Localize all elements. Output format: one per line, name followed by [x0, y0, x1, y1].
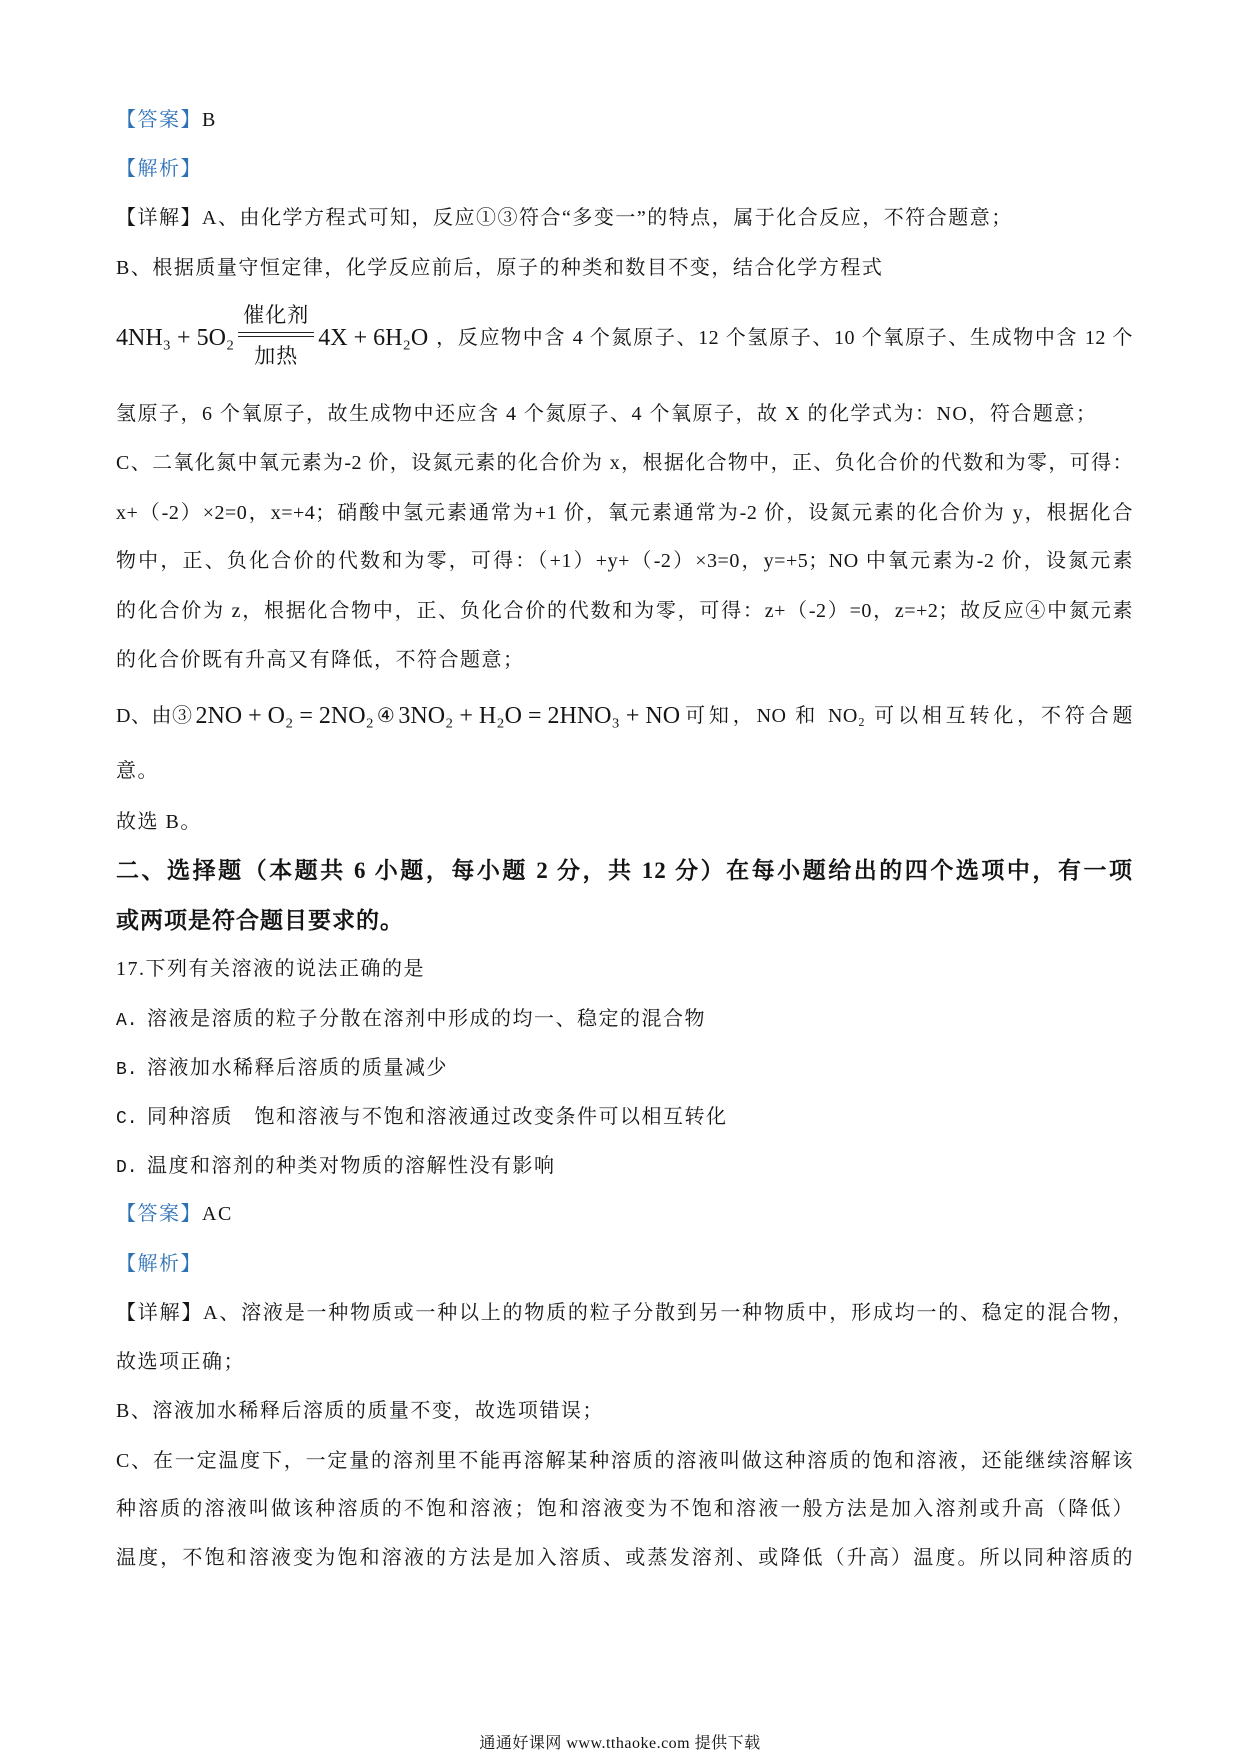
section-heading [116, 906, 1133, 936]
equation-products: 4X + 6H₂O [318, 325, 429, 351]
q17-detail-line [116, 1494, 1133, 1524]
option-text: 温度和溶剂的种类对物质的溶解性没有影响 [147, 1155, 556, 1177]
condition-above: 催化剂 [243, 303, 310, 327]
condition-below: 加热 [254, 344, 299, 368]
section-heading [116, 856, 1133, 886]
equation-4: 3NO₂ + H₂O = 2HNO₃ + NO [398, 703, 681, 729]
page-footer [0, 1735, 1240, 1753]
reaction-marker: ④ [376, 705, 396, 727]
q16-analysis-line [116, 154, 1133, 184]
q17-analysis-line [116, 1249, 1133, 1279]
answer-label: 【答案】 [116, 109, 202, 131]
q16-detail-option-c-line [116, 596, 1133, 626]
q17-answer-line [116, 1199, 1133, 1229]
q17-option [116, 1053, 1133, 1083]
q17-detail-line [116, 1396, 1133, 1426]
detail-text: 的化合价既有升高又有降低，不符合题意； [116, 649, 525, 671]
detail-text: 的化合价为 z，根据化合物中，正、负化合价的代数和为零，可得：z+（-2）=0，z=+2；故反应④中氮元素 [116, 600, 1133, 622]
option-label: D. [116, 1158, 138, 1178]
q17-detail-line [116, 1298, 1133, 1328]
detail-text: D、由③ [116, 705, 193, 727]
q16-detail-option-b-line-3 [116, 399, 1133, 429]
detail-text: 物中，正、负化合价的代数和为零，可得：（+1）+y+（-2）×3=0，y=+5；NO 中氧元素为-2 价，设氮元素 [116, 550, 1133, 572]
q17-option [116, 1102, 1133, 1132]
question-stem: 17.下列有关溶液的说法正确的是 [116, 958, 425, 980]
q16-detail-option-a [116, 203, 1133, 233]
equation-3: 2NO + O₂ = 2NO₂ [195, 703, 374, 729]
reaction-condition [236, 300, 316, 376]
answer-label: 【答案】 [116, 1203, 202, 1225]
detail-text: ，反应物中含 4 个氮原子、12 个氢原子、10 个氧原子、生成物中含 12 个 [436, 327, 1133, 349]
option-label: B. [116, 1060, 138, 1080]
detail-text: B、溶液加水稀释后溶质的质量不变，故选项错误； [116, 1400, 604, 1422]
q16-detail-option-c-line [116, 448, 1133, 478]
detail-text: 故选项正确； [116, 1351, 245, 1373]
q16-detail-option-b-line-1 [116, 253, 1133, 283]
q17-stem [116, 954, 1133, 984]
option-text: 溶液加水稀释后溶质的质量减少 [147, 1057, 448, 1079]
q17-option [116, 1151, 1133, 1181]
q17-detail-line [116, 1446, 1133, 1476]
q16-answer-line [116, 105, 1133, 135]
q17-detail-line [116, 1543, 1133, 1573]
option-text: 同种溶质 饱和溶液与不饱和溶液通过改变条件可以相互转化 [147, 1106, 728, 1128]
answer-value: B [202, 109, 217, 131]
detail-text: 可知，NO 和 NO₂ 可以相互转化，不符合题 [685, 705, 1133, 727]
q16-conclusion [116, 807, 1133, 837]
detail-text: 意。 [116, 760, 159, 782]
section-heading-text: 或两项是符合题目要求的。 [116, 908, 404, 933]
q17-option [116, 1004, 1133, 1034]
detail-text: A、溶液是一种物质或一种以上的物质的粒子分散到另一种物质中，形成均一的、稳定的混合物， [203, 1302, 1133, 1324]
equation-reactants: 4NH₃ + 5O₂ [116, 325, 235, 351]
detail-text: A、由化学方程式可知，反应①③符合“多变一”的特点，属于化合反应，不符合题意； [202, 207, 1013, 229]
analysis-label: 【解析】 [116, 1253, 202, 1275]
detail-label: 【详解】 [116, 207, 202, 229]
chemical-equation-line [116, 300, 1133, 376]
q16-detail-option-c-line [116, 546, 1133, 576]
detail-text: 温度，不饱和溶液变为饱和溶液的方法是加入溶质、或蒸发溶剂、或降低（升高）温度。所以同种溶质的 [116, 1547, 1133, 1569]
detail-text: C、二氧化氮中氧元素为-2 价，设氮元素的化合价为 x，根据化合物中，正、负化合价的代数和为零，可得： [116, 452, 1133, 474]
analysis-label: 【解析】 [116, 158, 202, 180]
option-label: C. [116, 1109, 138, 1129]
detail-text: 氢原子，6 个氧原子，故生成物中还应含 4 个氮原子、4 个氧原子，故 X 的化学式为：NO，符合题意； [116, 403, 1098, 425]
option-text: 溶液是溶质的粒子分散在溶剂中形成的均一、稳定的混合物 [147, 1008, 706, 1030]
detail-text: B、根据质量守恒定律，化学反应前后，原子的种类和数目不变，结合化学方程式 [116, 257, 884, 279]
option-label: A. [116, 1011, 138, 1031]
detail-text: 种溶质的溶液叫做该种溶质的不饱和溶液；饱和溶液变为不饱和溶液一般方法是加入溶剂或升高（降低） [116, 1498, 1133, 1520]
section-heading-text: 二、选择题（本题共 6 小题，每小题 2 分，共 12 分）在每小题给出的四个选项中，有一项 [116, 858, 1133, 883]
q16-detail-option-c-line [116, 645, 1133, 675]
answer-value: AC [202, 1203, 233, 1225]
q17-detail-line [116, 1347, 1133, 1377]
q16-detail-option-d-line-2 [116, 756, 1133, 786]
detail-text: x+（-2）×2=0，x=+4；硝酸中氢元素通常为+1 价，氧元素通常为-2 价，设氮元素的化合价为 y，根据化合 [116, 502, 1133, 524]
footer-text: 通通好课网 www.tthaoke.com 提供下载 [479, 1735, 761, 1752]
detail-label: 【详解】 [116, 1302, 204, 1324]
q16-detail-option-c-line [116, 498, 1133, 528]
conclusion-text: 故选 B。 [116, 811, 202, 833]
q16-detail-option-d-line-1 [116, 700, 1133, 732]
detail-text: C、在一定温度下，一定量的溶剂里不能再溶解某种溶质的溶液叫做这种溶质的饱和溶液，还能继续溶解该 [116, 1450, 1133, 1472]
